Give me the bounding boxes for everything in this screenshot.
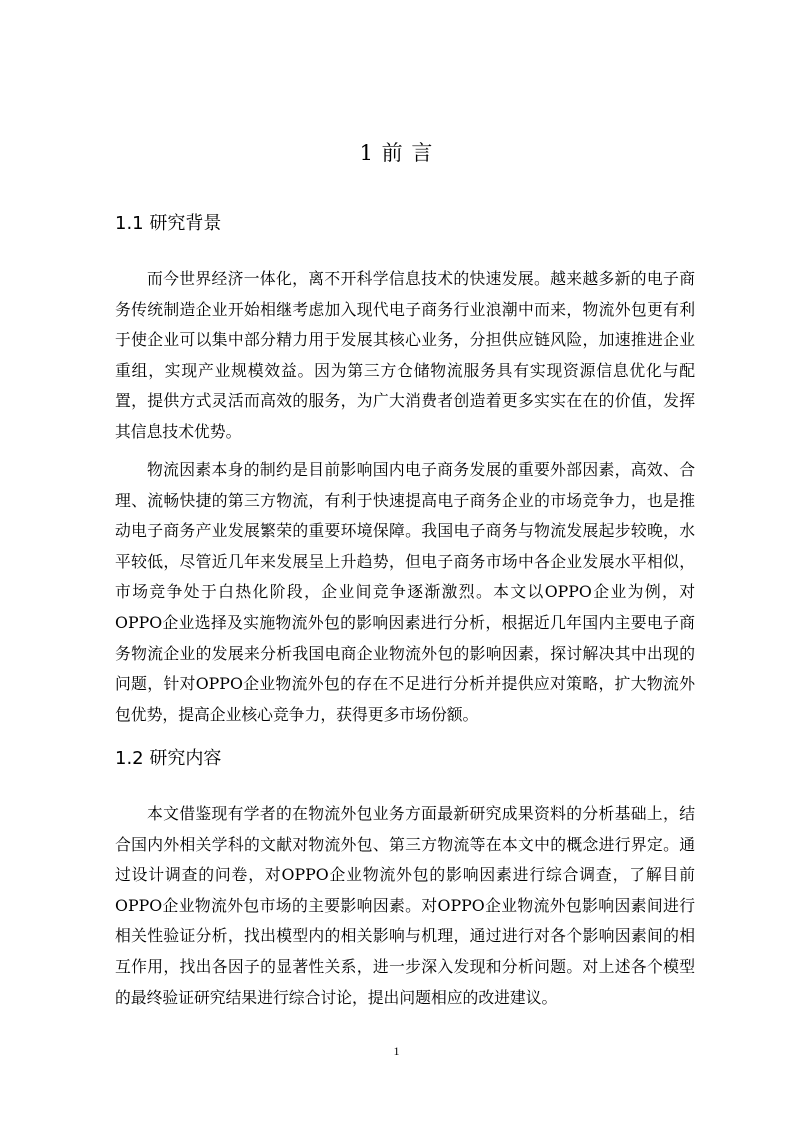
body-paragraph: 物流因素本身的制约是目前影响国内电子商务发展的重要外部因素，高效、合理、流畅快捷的第三方物流，有利于快速提高电子商务企业的市场竞争力，也是推动电子商务产业发展繁荣的重要环境保障。我国电子商务与物流发展起步较晚，水平较低，尽管近几年来发展呈上升趋势，但电子商务市场中各企业发展水平相似，市场竞争处于白热化阶段，企业间竞争逐渐激烈。本文以OPPO企业为例，对OPPO企业选择及实施物流外包的影响因素进行分析，根据近几年国内主要电子商务物流企业的发展来分析我国电商企业物流外包的影响因素，探讨解决其中出现的问题，针对OPPO企业物流外包的存在不足进行分析并提供应对策略，扩大物流外包优势，提高企业核心竞争力，获得更多市场份额。 — [115, 460, 695, 724]
body-paragraph: 本文借鉴现有学者的在物流外包业务方面最新研究成果资料的分析基础上，结合国内外相关学科的文献对物流外包、第三方物流等在本文中的概念进行界定。通过设计调查的问卷，对OPPO企业物流外包的影响因素进行综合调查，了解目前OPPO企业物流外包市场的主要影响因素。对OPPO企业物流外包影响因素间进行相关性验证分析，找出模型内的相关影响与机理，通过进行对各个影响因素间的相互作用，找出各因子的显著性关系，进一步深入发现和分析问题。对上述各个模型的最终验证研究结果进行综合讨论，提出问题相应的改进建议。 — [115, 804, 695, 1007]
body-paragraph: 而今世界经济一体化，离不开科学信息技术的快速发展。越来越多新的电子商务传统制造企业开始相继考虑加入现代电子商务行业浪潮中而来，物流外包更有利于使企业可以集中部分精力用于发展其核心业务，分担供应链风险，加速推进企业重组，实现产业规模效益。因为第三方仓储物流服务具有实现资源信息优化与配置，提供方式灵活而高效的服务，为广大消费者创造着更多实实在在的价值，发挥其信息技术优势。 — [115, 269, 695, 441]
section-heading-research-content: 1.2 研究内容 — [115, 748, 222, 769]
section-heading-research-background: 1.1 研究背景 — [115, 213, 222, 234]
page-number: 1 — [393, 1044, 400, 1058]
chapter-title: 1 前 言 — [359, 141, 434, 165]
